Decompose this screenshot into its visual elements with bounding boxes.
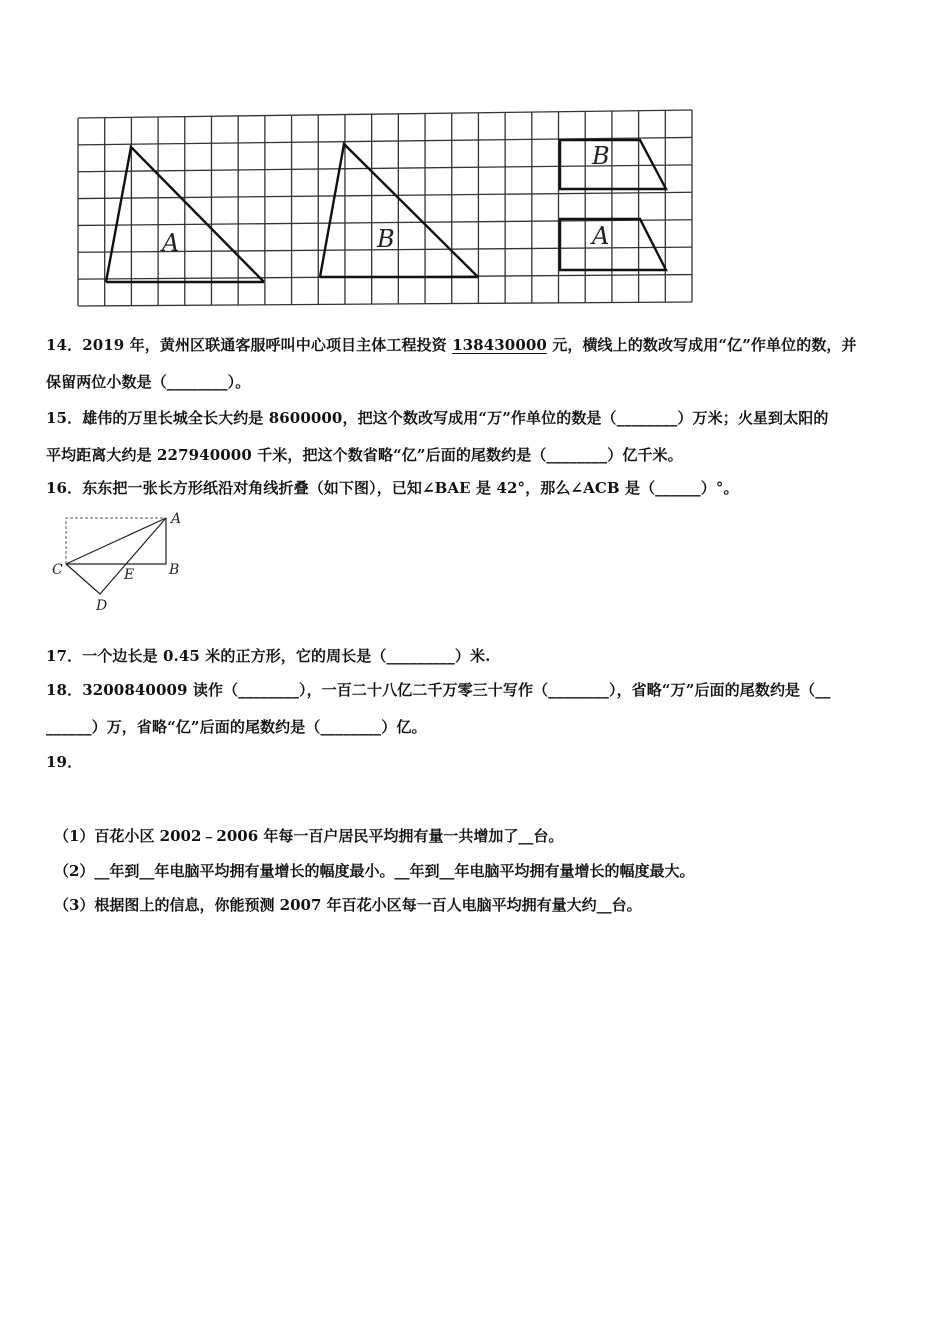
- q19-sub3: （3）根据图上的信息，你能预测 2007 年百花小区每一百人电脑平均拥有量大约__台。: [54, 896, 642, 914]
- trapezoid-b: [560, 140, 666, 189]
- question-number: 19．: [46, 753, 83, 771]
- q18-line2: ______）万，省略“亿”后面的尾数约是（________）亿。: [46, 718, 427, 736]
- question-18: [46, 672, 908, 746]
- question-number: 16．: [46, 479, 83, 497]
- point-b-label: B: [169, 562, 180, 578]
- triangle-b: [320, 144, 478, 277]
- label-a-small: A: [592, 222, 610, 250]
- question-15: [46, 400, 908, 474]
- q14-line2: 保留两位小数是（________）。: [46, 373, 251, 391]
- q19-sub2: （2）__年到__年电脑平均拥有量增长的幅度最小。__年到__年电脑平均拥有量增长的幅度最大。: [54, 862, 695, 880]
- point-a-label: A: [171, 511, 182, 527]
- fold-figure: [48, 506, 188, 614]
- question-17: [46, 638, 908, 675]
- point-d-label: D: [96, 598, 108, 614]
- q17-text: 一个边长是 0.45 米的正方形，它的周长是（_________）米.: [82, 647, 491, 665]
- question-number: 17．: [46, 647, 83, 665]
- q14-underlined-number: 138430000: [452, 336, 547, 354]
- question-number: 18．: [46, 681, 83, 699]
- q18-line1: 3200840009 读作（________），一百二十八亿二千万零三十写作（________），省略“万”后面的尾数约是（__: [82, 681, 831, 699]
- q14-line1-post: 元，横线上的数改写成用“亿”作单位的数，并: [546, 336, 857, 354]
- point-e-label: E: [124, 567, 135, 583]
- label-a: A: [162, 229, 180, 257]
- label-b-small: B: [592, 142, 610, 170]
- q19-sub1: （1）百花小区 2002﹣2006 年每一百户居民平均拥有量一共增加了__台。: [54, 827, 564, 845]
- point-c-label: C: [52, 562, 63, 578]
- q15-line1: 雄伟的万里长城全长大约是 8600000，把这个数改写成用“万”作单位的数是（________）万米；火星到太阳的: [82, 409, 829, 427]
- trapezoid-a: [560, 219, 666, 270]
- label-b: B: [377, 225, 395, 253]
- q15-line2: 平均距离大约是 227940000 千米，把这个数省略“亿”后面的尾数约是（________）亿千米。: [46, 446, 683, 464]
- question-19: [46, 744, 908, 781]
- q16-text: 东东把一张长方形纸沿对角线折叠（如下图），已知∠BAE 是 42°，那么∠ACB 是（______）°。: [82, 479, 739, 497]
- question-number: 14．: [46, 336, 83, 354]
- question-14: [46, 327, 908, 401]
- question-number: 15．: [46, 409, 83, 427]
- grid-figure: [74, 106, 698, 314]
- q14-line1-pre: 2019 年，黄州区联通客服呼叫中心项目主体工程投资: [82, 336, 453, 354]
- question-16: [46, 470, 908, 507]
